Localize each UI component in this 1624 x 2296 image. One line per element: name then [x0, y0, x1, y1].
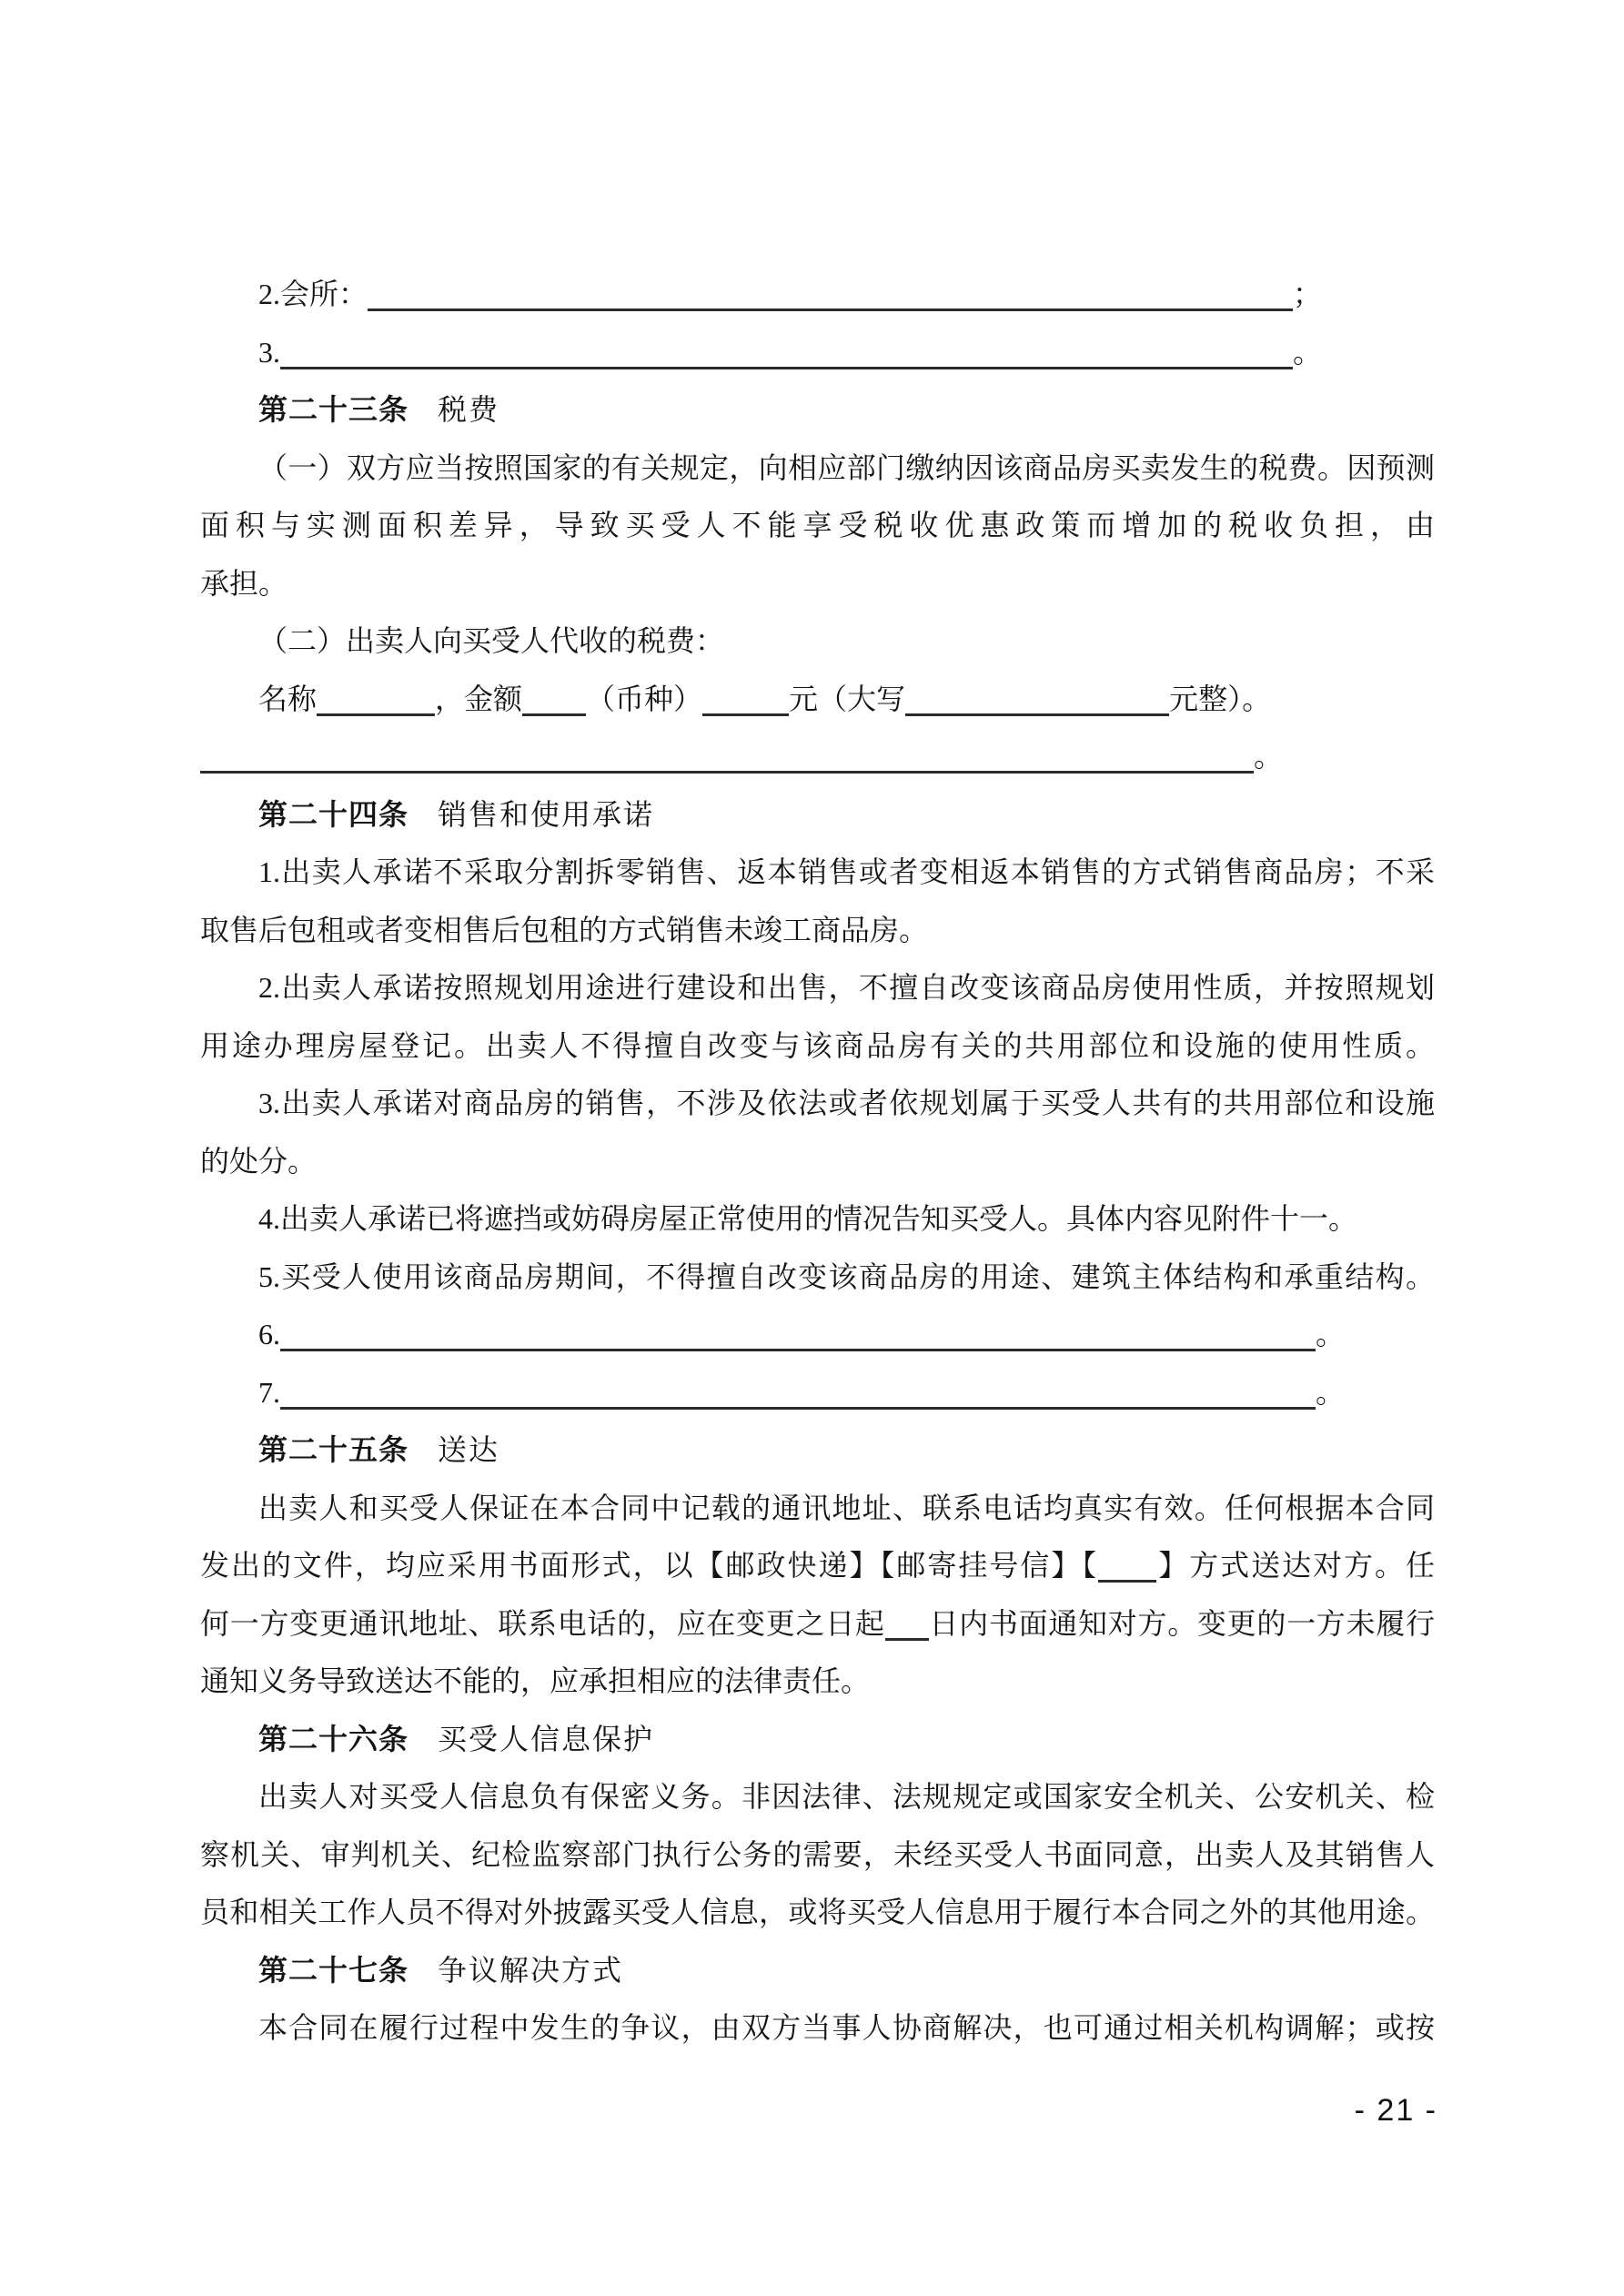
text-run: 6. — [258, 1318, 280, 1350]
clause-number: 第二十七条 — [258, 1953, 409, 1987]
clause-heading — [200, 1942, 1435, 2000]
text-run: 何一方变更通讯地址、联系电话的，应在变更之日起 — [200, 1606, 885, 1640]
clause-heading — [200, 1711, 1435, 1769]
fill-in-line — [200, 324, 1435, 382]
blank-underline — [1098, 1573, 1156, 1583]
paragraph-line: 面积与实测面积差异，导致买受人不能享受税收优惠政策而增加的税收负担，由 — [200, 509, 1435, 541]
paragraph-line: 3.出卖人承诺对商品房的销售，不涉及依法或者依规划属于买受人共有的共用部位和设施 — [258, 1087, 1435, 1119]
clause-heading — [200, 381, 1435, 440]
blank-underline — [368, 302, 1293, 311]
blank-underline — [885, 1632, 929, 1641]
paragraph-line: 4.出卖人承诺已将遮挡或妨碍房屋正常使用的情况告知买受人。具体内容见附件十一。 — [258, 1202, 1358, 1235]
clause-title: 销售和使用承诺 — [438, 797, 655, 831]
paragraph-line: 通知义务导致送达不能的，应承担相应的法律责任。 — [200, 1664, 871, 1697]
text-run: 7. — [258, 1375, 280, 1409]
text-run: 。 — [1316, 1375, 1346, 1409]
fill-in-line — [200, 671, 1435, 729]
blank-underline — [905, 707, 1169, 716]
paragraph-line: 出卖人和买受人保证在本合同中记载的通讯地址、联系电话均真实有效。任何根据本合同 — [258, 1491, 1435, 1524]
blank-underline — [702, 707, 789, 716]
paragraph-line: 1.出卖人承诺不采取分割拆零销售、返本销售或者变相返本销售的方式销售商品房；不采 — [258, 855, 1435, 888]
text-run: ，金额 — [435, 682, 523, 715]
paragraph-line: 员和相关工作人员不得对外披露买受人信息，或将买受人信息用于履行本合同之外的其他用途。 — [200, 1896, 1435, 1928]
text-run: 】方式送达对方。任 — [1156, 1549, 1435, 1582]
clause-number: 第二十六条 — [258, 1722, 409, 1755]
text-run: 日内书面通知对方。变更的一方未履行 — [928, 1606, 1435, 1640]
text-run: 元（大写 — [789, 682, 906, 715]
fill-in-line — [200, 1306, 1435, 1364]
paragraph-line: 取售后包租或者变相售后包租的方式销售未竣工商品房。 — [200, 913, 929, 946]
clause-heading — [200, 1421, 1435, 1480]
fill-in-line — [200, 1595, 1435, 1654]
text-run: 名称 — [258, 682, 318, 715]
text-run: 2.会所： — [258, 278, 368, 310]
paragraph-line: （二）出卖人向买受人代收的税费： — [258, 624, 725, 657]
text-run: 3. — [258, 335, 280, 369]
clause-number: 第二十五条 — [258, 1433, 409, 1466]
paragraph-line: 2.出卖人承诺按照规划用途进行建设和出售，不擅自改变该商品房使用性质，并按照规划 — [258, 971, 1435, 1004]
fill-in-line — [200, 1537, 1435, 1595]
blank-underline — [280, 1342, 1316, 1351]
fill-in-line — [200, 1364, 1435, 1422]
blank-underline — [522, 707, 586, 716]
clause-heading — [200, 786, 1435, 845]
text-run: （币种） — [586, 682, 703, 715]
clause-title: 买受人信息保护 — [438, 1722, 655, 1755]
blank-underline — [200, 764, 1254, 774]
clause-title: 送达 — [438, 1433, 500, 1466]
text-run: 。 — [1254, 740, 1284, 773]
text-run: ； — [1293, 278, 1323, 310]
clause-title: 争议解决方式 — [438, 1953, 624, 1987]
blank-underline — [280, 1401, 1316, 1410]
paragraph-line: 本合同在履行过程中发生的争议，由双方当事人协商解决，也可通过相关机构调解；或按 — [258, 2011, 1435, 2044]
text-run: 。 — [1316, 1318, 1346, 1350]
fill-in-line — [200, 266, 1435, 324]
paragraph-line: 出卖人对买受人信息负有保密义务。非因法律、法规规定或国家安全机关、公安机关、检 — [258, 1780, 1435, 1813]
text-run: 。 — [1293, 335, 1323, 369]
paragraph-line: 的处分。 — [200, 1144, 318, 1178]
blank-underline — [280, 360, 1293, 369]
text-run: 发出的文件，均应采用书面形式，以【邮政快递】【邮寄挂号信】【 — [200, 1549, 1099, 1582]
blank-underline — [317, 707, 435, 716]
fill-in-line — [200, 728, 1435, 786]
document-body — [200, 266, 1435, 2058]
paragraph-line: 承担。 — [200, 566, 288, 600]
paragraph-line: 5.买受人使用该商品房期间，不得擅自改变该商品房的用途、建筑主体结构和承重结构。 — [258, 1259, 1435, 1293]
clause-number: 第二十四条 — [258, 797, 409, 831]
paragraph-line: 察机关、审判机关、纪检监察部门执行公务的需要，未经买受人书面同意，出卖人及其销售人 — [200, 1837, 1435, 1871]
paragraph-line: 用途办理房屋登记。出卖人不得擅自改变与该商品房有关的共用部位和设施的使用性质。 — [200, 1028, 1435, 1062]
text-run: 元整）。 — [1169, 682, 1272, 715]
clause-title: 税费 — [438, 393, 500, 426]
paragraph-line: （一）双方应当按照国家的有关规定，向相应部门缴纳因该商品房买卖发生的税费。因预测 — [258, 450, 1435, 484]
page-number: - 21 - — [1354, 2093, 1437, 2128]
clause-number: 第二十三条 — [258, 393, 409, 426]
